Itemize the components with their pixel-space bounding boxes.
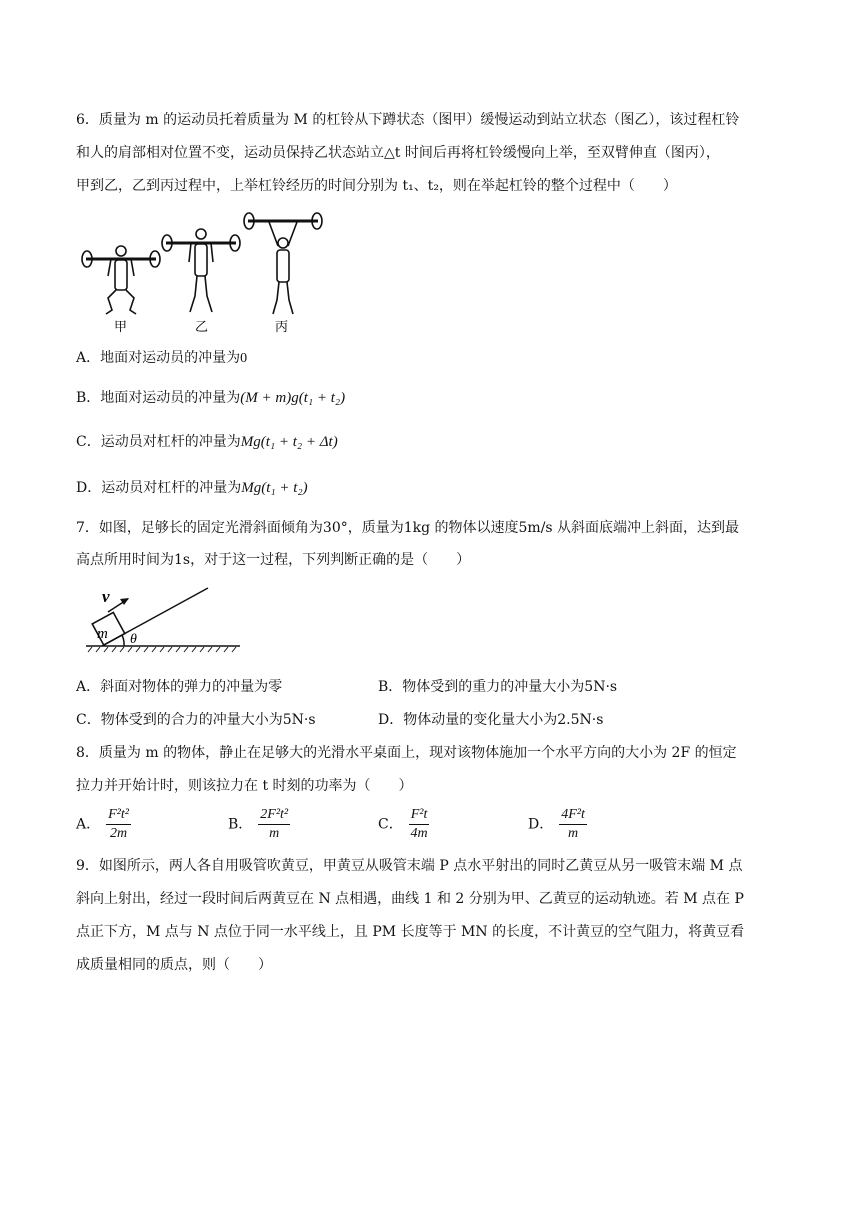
q6-option-c-math: Mg(t₁ + t₂ + Δt): [240, 434, 338, 450]
q7-incline-figure: [80, 584, 245, 660]
q8-option-d: [528, 806, 587, 843]
q6-option-d-text: D．运动员对杠杆的冲量为: [76, 480, 242, 496]
q8-option-d-label: D．: [528, 816, 554, 833]
q7-figure-v: v: [102, 587, 110, 606]
q8-option-d-fraction: [559, 806, 587, 843]
q7-option-d: D．物体动量的变化量大小为2.5N·s: [378, 712, 604, 728]
q6-figure-label-yi: 乙: [195, 320, 209, 335]
q9-stem-line-1: 9．如图所示，两人各自用吸管吹黄豆，甲黄豆从吸管末端 P 点水平射出的同时乙黄豆从另一吸管末端 M 点: [76, 858, 743, 874]
q8-option-c: [378, 806, 429, 843]
q8-option-a: [76, 806, 131, 843]
q6-stem-line-3: 甲到乙，乙到丙过程中，上举杠铃经历的时间分别为 t₁、t₂，则在举起杠铃的整个过程中（ ）: [76, 178, 677, 194]
q8-option-b: [228, 806, 290, 843]
q6-option-d-math: Mg(t₁ + t₂): [241, 480, 308, 496]
q6-option-b: [76, 388, 345, 408]
q9-stem-line-4: 成质量相同的质点，则（ ）: [76, 957, 272, 973]
q8-option-a-fraction: [106, 806, 131, 843]
q8-option-c-numerator: F²t: [409, 806, 430, 825]
q8-option-c-fraction: [409, 806, 430, 843]
q6-option-c: [76, 432, 338, 452]
q7-figure-theta: θ: [130, 632, 137, 647]
q7-option-c: C．物体受到的合力的冲量大小为5N·s: [76, 712, 316, 728]
q8-option-c-denominator: 4m: [410, 826, 428, 841]
q6-weightlifter-figure: [78, 210, 328, 335]
q8-option-b-fraction: [258, 806, 290, 843]
q9-stem-line-3: 点正下方，M 点与 N 点位于同一水平线上，且 PM 长度等于 MN 的长度，不计黄豆的空气阻力，将黄豆看: [76, 924, 745, 940]
q7-stem-line-2: 高点所用时间为1s，对于这一过程，下列判断正确的是（ ）: [76, 552, 471, 568]
q8-option-b-denominator: m: [269, 826, 280, 841]
q8-stem-line-1: 8．质量为 m 的物体，静止在足够大的光滑水平桌面上，现对该物体施加一个水平方向的大小为 2F 的恒定: [76, 745, 737, 761]
q6-option-a: [76, 348, 247, 369]
q7-option-b: B．物体受到的重力的冲量大小为5N·s: [378, 679, 618, 695]
q8-option-c-label: C．: [378, 816, 403, 833]
q8-option-a-numerator: F²t²: [106, 806, 131, 825]
q9-stem-line-2: 斜向上射出，经过一段时间后两黄豆在 N 点相遇，曲线 1 和 2 分别为甲、乙黄豆的运动轨迹。若 M 点在 P: [76, 891, 744, 907]
q8-option-a-denominator: 2m: [109, 826, 128, 841]
q6-figure-label-jia: 甲: [114, 320, 128, 335]
q7-stem-line-1: 7．如图，足够长的固定光滑斜面倾角为30°，质量为1kg 的物体以速度5m/s 从斜面底端冲上斜面，达到最: [76, 520, 740, 536]
q8-option-b-label: B．: [228, 816, 253, 833]
q8-option-d-denominator: m: [567, 826, 579, 841]
q7-figure-m: m: [97, 626, 108, 642]
q8-option-b-numerator: 2F²t²: [258, 806, 290, 825]
q6-option-a-text: A．地面对运动员的冲量为: [76, 350, 241, 366]
q6-option-a-math: 0: [240, 351, 248, 366]
q7-option-a: A．斜面对物体的弹力的冲量为零: [76, 679, 283, 695]
q8-stem-line-2: 拉力并开始计时，则该拉力在 t 时刻的功率为（ ）: [76, 778, 413, 794]
q6-option-c-text: C．运动员对杠杆的冲量为: [76, 434, 241, 450]
q6-option-d: [76, 478, 308, 498]
q6-option-b-text: B．地面对运动员的冲量为: [76, 390, 241, 406]
q6-figure-label-bing: 丙: [275, 320, 289, 335]
q6-option-b-math: (M + m)g(t₁ + t₂): [240, 390, 346, 406]
q6-stem-line-1: 6．质量为 m 的运动员托着质量为 M 的杠铃从下蹲状态（图甲）缓慢运动到站立状态（图乙），该过程杠铃: [76, 112, 740, 128]
q6-stem-line-2: 和人的肩部相对位置不变，运动员保持乙状态站立△t 时间后再将杠铃缓慢向上举，至双臂伸直（图丙），: [76, 145, 720, 161]
q8-option-a-label: A．: [76, 816, 101, 833]
q8-option-d-numerator: 4F²t: [559, 806, 587, 825]
